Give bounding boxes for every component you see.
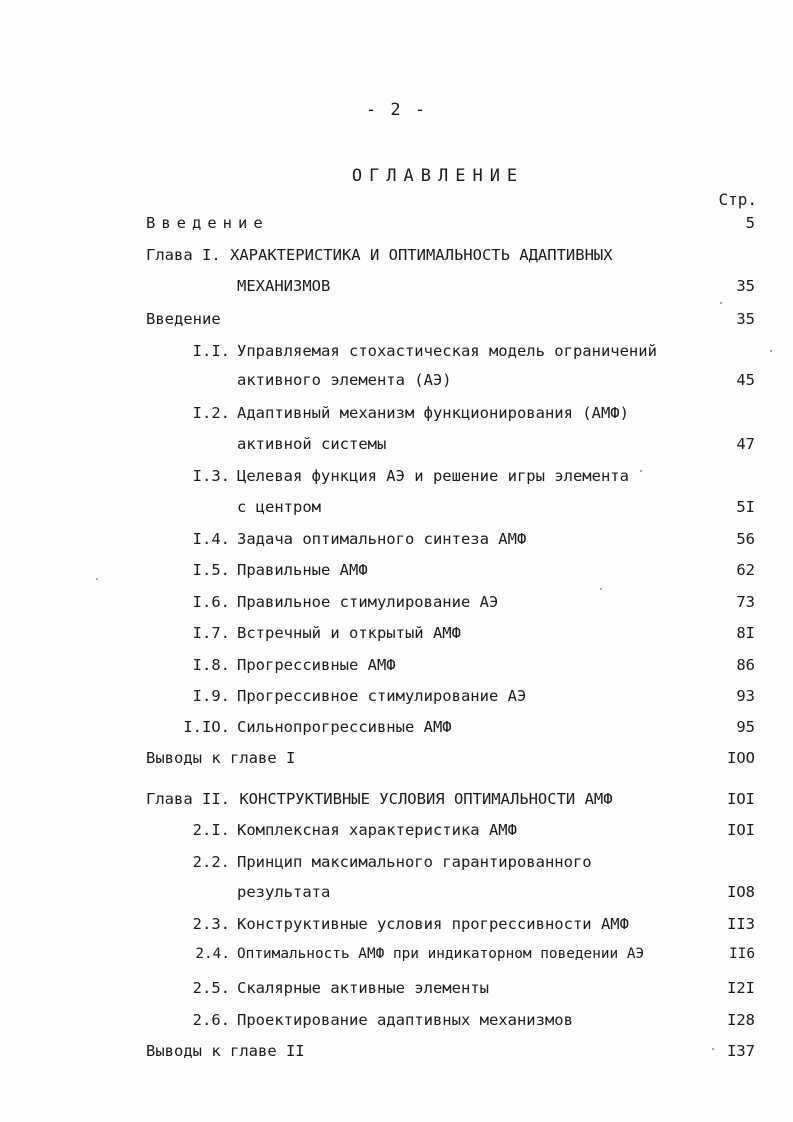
toc-entry-page: 8I <box>736 624 755 642</box>
toc-entry-text: Целевая функция АЭ и решение игры элемента <box>237 467 629 485</box>
toc-entry-page: 73 <box>736 593 755 611</box>
toc-entry-text: результата <box>237 883 331 901</box>
toc-entry-text: Задача оптимального синтеза АМФ <box>237 530 527 548</box>
toc-title: ОГЛАВЛЕНИЕ <box>351 166 525 186</box>
toc-entry-page: 62 <box>736 561 755 579</box>
page-column-header: Стр. <box>718 190 757 209</box>
toc-entry-text: Прогрессивные АМФ <box>237 656 396 674</box>
toc-entry-page: IOI <box>727 821 755 839</box>
toc-entry-number: 2.6. <box>192 1011 230 1029</box>
toc-entry-page: 35 <box>736 310 755 328</box>
scan-speck <box>600 588 602 590</box>
toc-entry <box>0 790 793 816</box>
toc-entry-number: I.5. <box>192 561 230 579</box>
toc-entry-text: с центром <box>237 498 321 516</box>
toc-entry <box>0 530 793 556</box>
toc-entry <box>0 1011 793 1037</box>
toc-entry-text: Адаптивный механизм функционирования (АМФ) <box>237 404 629 422</box>
toc-entry-number: I.3. <box>192 467 230 485</box>
toc-entry-number: I.I. <box>192 342 230 360</box>
toc-entry-page: 86 <box>736 656 755 674</box>
toc-entry <box>0 624 793 650</box>
toc-entry-page: 5I <box>736 498 755 516</box>
toc-entry-text: Введение <box>146 214 269 232</box>
toc-entry <box>0 687 793 713</box>
toc-entry <box>0 718 793 744</box>
toc-entry-text: МЕХАНИЗМОВ <box>237 277 331 295</box>
toc-entry-page: II6 <box>729 946 755 962</box>
toc-entry-text: Встречный и открытый АМФ <box>237 624 461 642</box>
toc-entry-number: I.IO. <box>183 718 230 736</box>
toc-entry <box>0 821 793 847</box>
toc-entry-number: 2.I. <box>192 821 230 839</box>
toc-entry-page: IO8 <box>727 883 755 901</box>
toc-entry <box>0 979 793 1005</box>
scan-speck <box>770 350 772 352</box>
toc-entry-page: 47 <box>736 435 755 453</box>
toc-entry-page: 35 <box>736 277 755 295</box>
scan-speck <box>96 578 98 580</box>
toc-entry-text: Введение <box>146 310 221 328</box>
toc-entry-text: Правильное стимулирование АЭ <box>237 593 499 611</box>
toc-entry-page: 93 <box>736 687 755 705</box>
toc-entry-number: I.7. <box>192 624 230 642</box>
toc-entry-text: Управляемая стохастическая модель ограничений <box>237 342 657 360</box>
toc-entry-page: 95 <box>736 718 755 736</box>
toc-entry-text: Проектирование адаптивных механизмов <box>237 1011 573 1029</box>
toc-entry-text: Глава II. КОНСТРУКТИВНЫЕ УСЛОВИЯ ОПТИМАЛЬНОСТИ АМФ <box>146 790 613 808</box>
toc-entry-text: Принцип максимального гарантированного <box>237 853 592 871</box>
toc-entry-text: Выводы к главе II <box>146 1042 305 1060</box>
toc-entry-text: Правильные АМФ <box>237 561 368 579</box>
toc-entry <box>0 1042 793 1068</box>
toc-entry-page: I37 <box>727 1042 755 1060</box>
toc-entry-number: I.2. <box>192 404 230 422</box>
toc-entry-text: Глава I. ХАРАКТЕРИСТИКА И ОПТИМАЛЬНОСТЬ АДАПТИВНЫХ <box>146 246 613 264</box>
toc-entry <box>0 853 793 879</box>
toc-entry-text: Скалярные активные элементы <box>237 979 489 997</box>
toc-entry-number: 2.4. <box>195 946 230 962</box>
scan-speck <box>640 470 642 472</box>
toc-entry-page: II3 <box>727 915 755 933</box>
toc-entry-page: IOO <box>727 749 755 767</box>
toc-entry <box>0 310 793 336</box>
toc-entry-page: 5 <box>745 214 755 232</box>
toc-entry <box>0 915 793 941</box>
toc-entry-number: I.9. <box>192 687 230 705</box>
toc-entry-text: активной системы <box>237 435 387 453</box>
toc-entry <box>0 749 793 775</box>
toc-entry <box>0 467 793 493</box>
toc-entry <box>0 214 793 240</box>
toc-entry-text: Конструктивные условия прогрессивности АМФ <box>237 915 629 933</box>
toc-entry <box>0 498 793 524</box>
toc-entry <box>0 435 793 461</box>
toc-entry-number: I.8. <box>192 656 230 674</box>
toc-entry-number: I.6. <box>192 593 230 611</box>
page-number: - 2 - <box>365 100 428 120</box>
toc-entry <box>0 561 793 587</box>
toc-entry-text: Оптимальность АМФ при индикаторном поведении АЭ <box>237 946 645 962</box>
toc-entry-page: 45 <box>736 371 755 389</box>
toc-entry-text: активного элемента (АЭ) <box>237 371 452 389</box>
toc-entry-text: Выводы к главе I <box>146 749 296 767</box>
toc-entry <box>0 593 793 619</box>
toc-entry-number: 2.5. <box>192 979 230 997</box>
toc-entry <box>0 277 793 303</box>
toc-entry-number: I.4. <box>192 530 230 548</box>
scan-speck <box>720 302 722 304</box>
toc-entry <box>0 342 793 368</box>
toc-entry <box>0 371 793 397</box>
toc-entry <box>0 946 793 972</box>
toc-entry-page: I28 <box>727 1011 755 1029</box>
scan-speck <box>712 1048 714 1050</box>
toc-entry-page: 56 <box>736 530 755 548</box>
toc-entry <box>0 404 793 430</box>
toc-entry-number: 2.2. <box>192 853 230 871</box>
toc-entry-number: 2.3. <box>192 915 230 933</box>
toc-entry <box>0 656 793 682</box>
toc-entry-text: Сильнопрогрессивные АМФ <box>237 718 452 736</box>
toc-entry <box>0 246 793 272</box>
toc-entry-text: Прогрессивное стимулирование АЭ <box>237 687 527 705</box>
toc-entry-page: IOI <box>727 790 755 808</box>
toc-entry-page: I2I <box>727 979 755 997</box>
toc-entry <box>0 883 793 909</box>
toc-entry-text: Комплексная характеристика АМФ <box>237 821 517 839</box>
